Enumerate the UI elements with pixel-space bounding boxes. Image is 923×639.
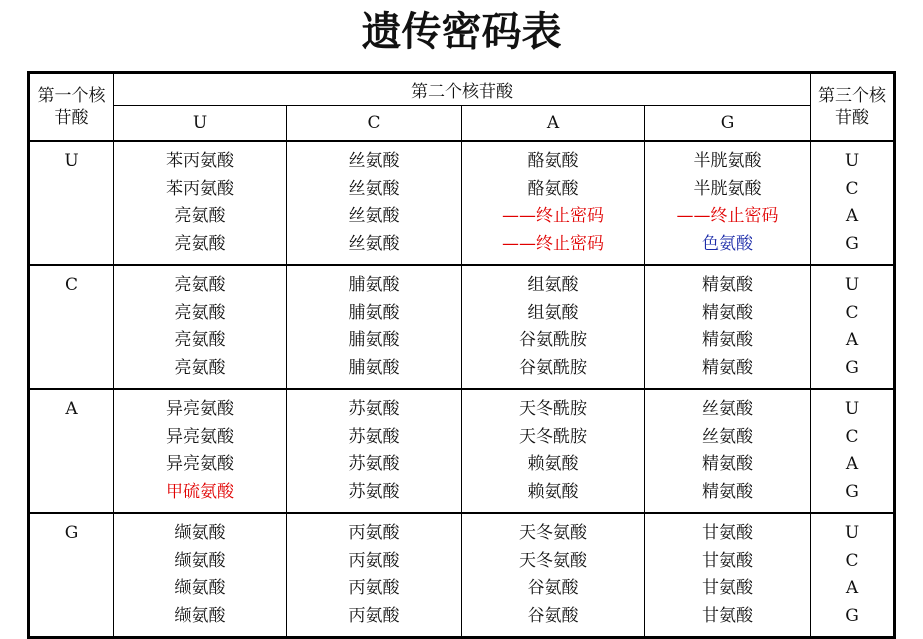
first-base-header: 第一个核苷酸	[29, 73, 114, 142]
amino-acid-label: 组氨酸	[527, 302, 579, 323]
amino-acid-label: 天冬酰胺	[519, 399, 587, 419]
amino-acid-label: 异亮氨酸	[166, 454, 234, 474]
third-base-label: A	[845, 578, 859, 598]
codon-cell-c	[287, 513, 462, 638]
codon-cell-a	[462, 389, 645, 513]
amino-acid-label: 甘氨酸	[702, 605, 753, 626]
table-row	[29, 513, 895, 638]
amino-acid-label: 脯氨酸	[348, 330, 400, 350]
third-base-label: A	[845, 330, 859, 350]
codon-cell-g	[645, 513, 811, 638]
amino-acid-label: 甘氨酸	[702, 550, 753, 571]
amino-acid-label: 亮氨酸	[174, 206, 226, 226]
amino-acid-label: 精氨酸	[702, 275, 753, 295]
amino-acid-label: 酪氨酸	[527, 178, 579, 199]
column-header-a: A	[462, 106, 645, 142]
amino-acid-label: 脯氨酸	[348, 302, 400, 323]
third-base-label: G	[845, 481, 859, 502]
amino-acid-label: ——终止密码	[502, 206, 604, 226]
codon-cell-a	[462, 141, 645, 265]
amino-acid-label: 谷氨酰胺	[519, 357, 587, 378]
amino-acid-label: 异亮氨酸	[166, 426, 234, 447]
third-base-cell	[811, 141, 895, 265]
third-base-label: U	[844, 151, 860, 171]
amino-acid-label: 丝氨酸	[348, 206, 400, 226]
column-header-c: C	[287, 106, 462, 142]
amino-acid-label: 酪氨酸	[527, 151, 579, 171]
third-base-cell	[811, 389, 895, 513]
codon-cell-a	[462, 513, 645, 638]
codon-cell-u	[114, 265, 287, 389]
amino-acid-label: 异亮氨酸	[166, 399, 234, 419]
table-row	[29, 389, 895, 513]
third-base-label: A	[845, 454, 859, 474]
amino-acid-label: 丙氨酸	[348, 605, 400, 626]
amino-acid-label: 甘氨酸	[702, 523, 753, 543]
codon-cell-u	[114, 141, 287, 265]
amino-acid-label: 精氨酸	[702, 302, 753, 323]
third-base-label: U	[844, 399, 860, 419]
amino-acid-label: 苯丙氨酸	[166, 178, 234, 199]
page-title: 遗传密码表	[361, 8, 562, 55]
amino-acid-label: 苏氨酸	[348, 426, 400, 447]
third-base-label: C	[845, 178, 859, 199]
amino-acid-label: 精氨酸	[702, 330, 753, 350]
second-base-header: 第二个核苷酸	[114, 73, 811, 106]
amino-acid-label: 天冬氨酸	[519, 523, 587, 543]
amino-acid-label: 精氨酸	[702, 454, 753, 474]
amino-acid-label: 苏氨酸	[348, 481, 400, 502]
first-base-cell: A	[29, 389, 114, 513]
amino-acid-label: 缬氨酸	[174, 523, 226, 543]
amino-acid-label: 亮氨酸	[174, 233, 226, 254]
amino-acid-label: 苏氨酸	[348, 454, 400, 474]
amino-acid-label: ——终止密码	[502, 233, 604, 254]
third-base-label: G	[845, 233, 859, 254]
third-base-label: C	[845, 302, 859, 323]
amino-acid-label: 亮氨酸	[174, 330, 226, 350]
amino-acid-label: 半胱氨酸	[693, 178, 762, 199]
amino-acid-label: 缬氨酸	[174, 550, 226, 571]
codon-cell-c	[287, 141, 462, 265]
amino-acid-label: 丝氨酸	[702, 426, 753, 447]
codon-cell-g	[645, 389, 811, 513]
amino-acid-label: 丙氨酸	[348, 550, 400, 571]
amino-acid-label: 脯氨酸	[348, 357, 400, 378]
amino-acid-label: 精氨酸	[702, 481, 753, 502]
codon-cell-c	[287, 389, 462, 513]
codon-cell-g	[645, 265, 811, 389]
amino-acid-label: 赖氨酸	[527, 454, 579, 474]
table-row	[29, 141, 895, 265]
third-base-label: U	[844, 275, 860, 295]
codon-cell-u	[114, 513, 287, 638]
column-header-g: G	[645, 106, 811, 142]
first-base-cell: C	[29, 265, 114, 389]
third-base-header: 第三个核苷酸	[811, 73, 895, 142]
codon-cell-a	[462, 265, 645, 389]
amino-acid-label: 谷氨酸	[527, 605, 579, 626]
codon-cell-u	[114, 389, 287, 513]
amino-acid-label: 苏氨酸	[348, 399, 400, 419]
amino-acid-label: 甲硫氨酸	[166, 481, 234, 502]
amino-acid-label: 缬氨酸	[174, 578, 226, 598]
amino-acid-label: 半胱氨酸	[693, 151, 762, 171]
amino-acid-label: 丝氨酸	[702, 399, 753, 419]
amino-acid-label: 缬氨酸	[174, 605, 226, 626]
amino-acid-label: 天冬氨酸	[519, 550, 587, 571]
amino-acid-label: 赖氨酸	[527, 481, 579, 502]
codon-cell-g	[645, 141, 811, 265]
amino-acid-label: 丝氨酸	[348, 178, 400, 199]
first-base-cell: U	[29, 141, 114, 265]
amino-acid-label: 丙氨酸	[348, 523, 400, 543]
third-base-label: G	[845, 357, 859, 378]
amino-acid-label: 组氨酸	[527, 275, 579, 295]
third-base-label: C	[845, 426, 859, 447]
amino-acid-label: 天冬酰胺	[519, 426, 587, 447]
amino-acid-label: 丝氨酸	[348, 233, 400, 254]
third-base-label: C	[845, 550, 859, 571]
column-header-u: U	[114, 106, 287, 142]
table-row	[29, 265, 895, 389]
third-base-label: U	[844, 523, 860, 543]
first-base-cell: G	[29, 513, 114, 638]
amino-acid-label: 谷氨酸	[527, 578, 579, 598]
amino-acid-label: 丝氨酸	[348, 151, 400, 171]
third-base-cell	[811, 513, 895, 638]
codon-cell-c	[287, 265, 462, 389]
codon-table	[27, 71, 896, 639]
amino-acid-label: 脯氨酸	[348, 275, 400, 295]
third-base-cell	[811, 265, 895, 389]
amino-acid-label: 亮氨酸	[174, 302, 226, 323]
amino-acid-label: 色氨酸	[702, 233, 753, 254]
amino-acid-label: 亮氨酸	[174, 275, 226, 295]
amino-acid-label: 精氨酸	[702, 357, 753, 378]
amino-acid-label: 苯丙氨酸	[166, 151, 234, 171]
amino-acid-label: ——终止密码	[676, 206, 779, 226]
amino-acid-label: 谷氨酰胺	[519, 330, 587, 350]
third-base-label: A	[845, 206, 859, 226]
amino-acid-label: 亮氨酸	[174, 357, 226, 378]
third-base-label: G	[845, 605, 859, 626]
amino-acid-label: 甘氨酸	[702, 578, 753, 598]
amino-acid-label: 丙氨酸	[348, 578, 400, 598]
